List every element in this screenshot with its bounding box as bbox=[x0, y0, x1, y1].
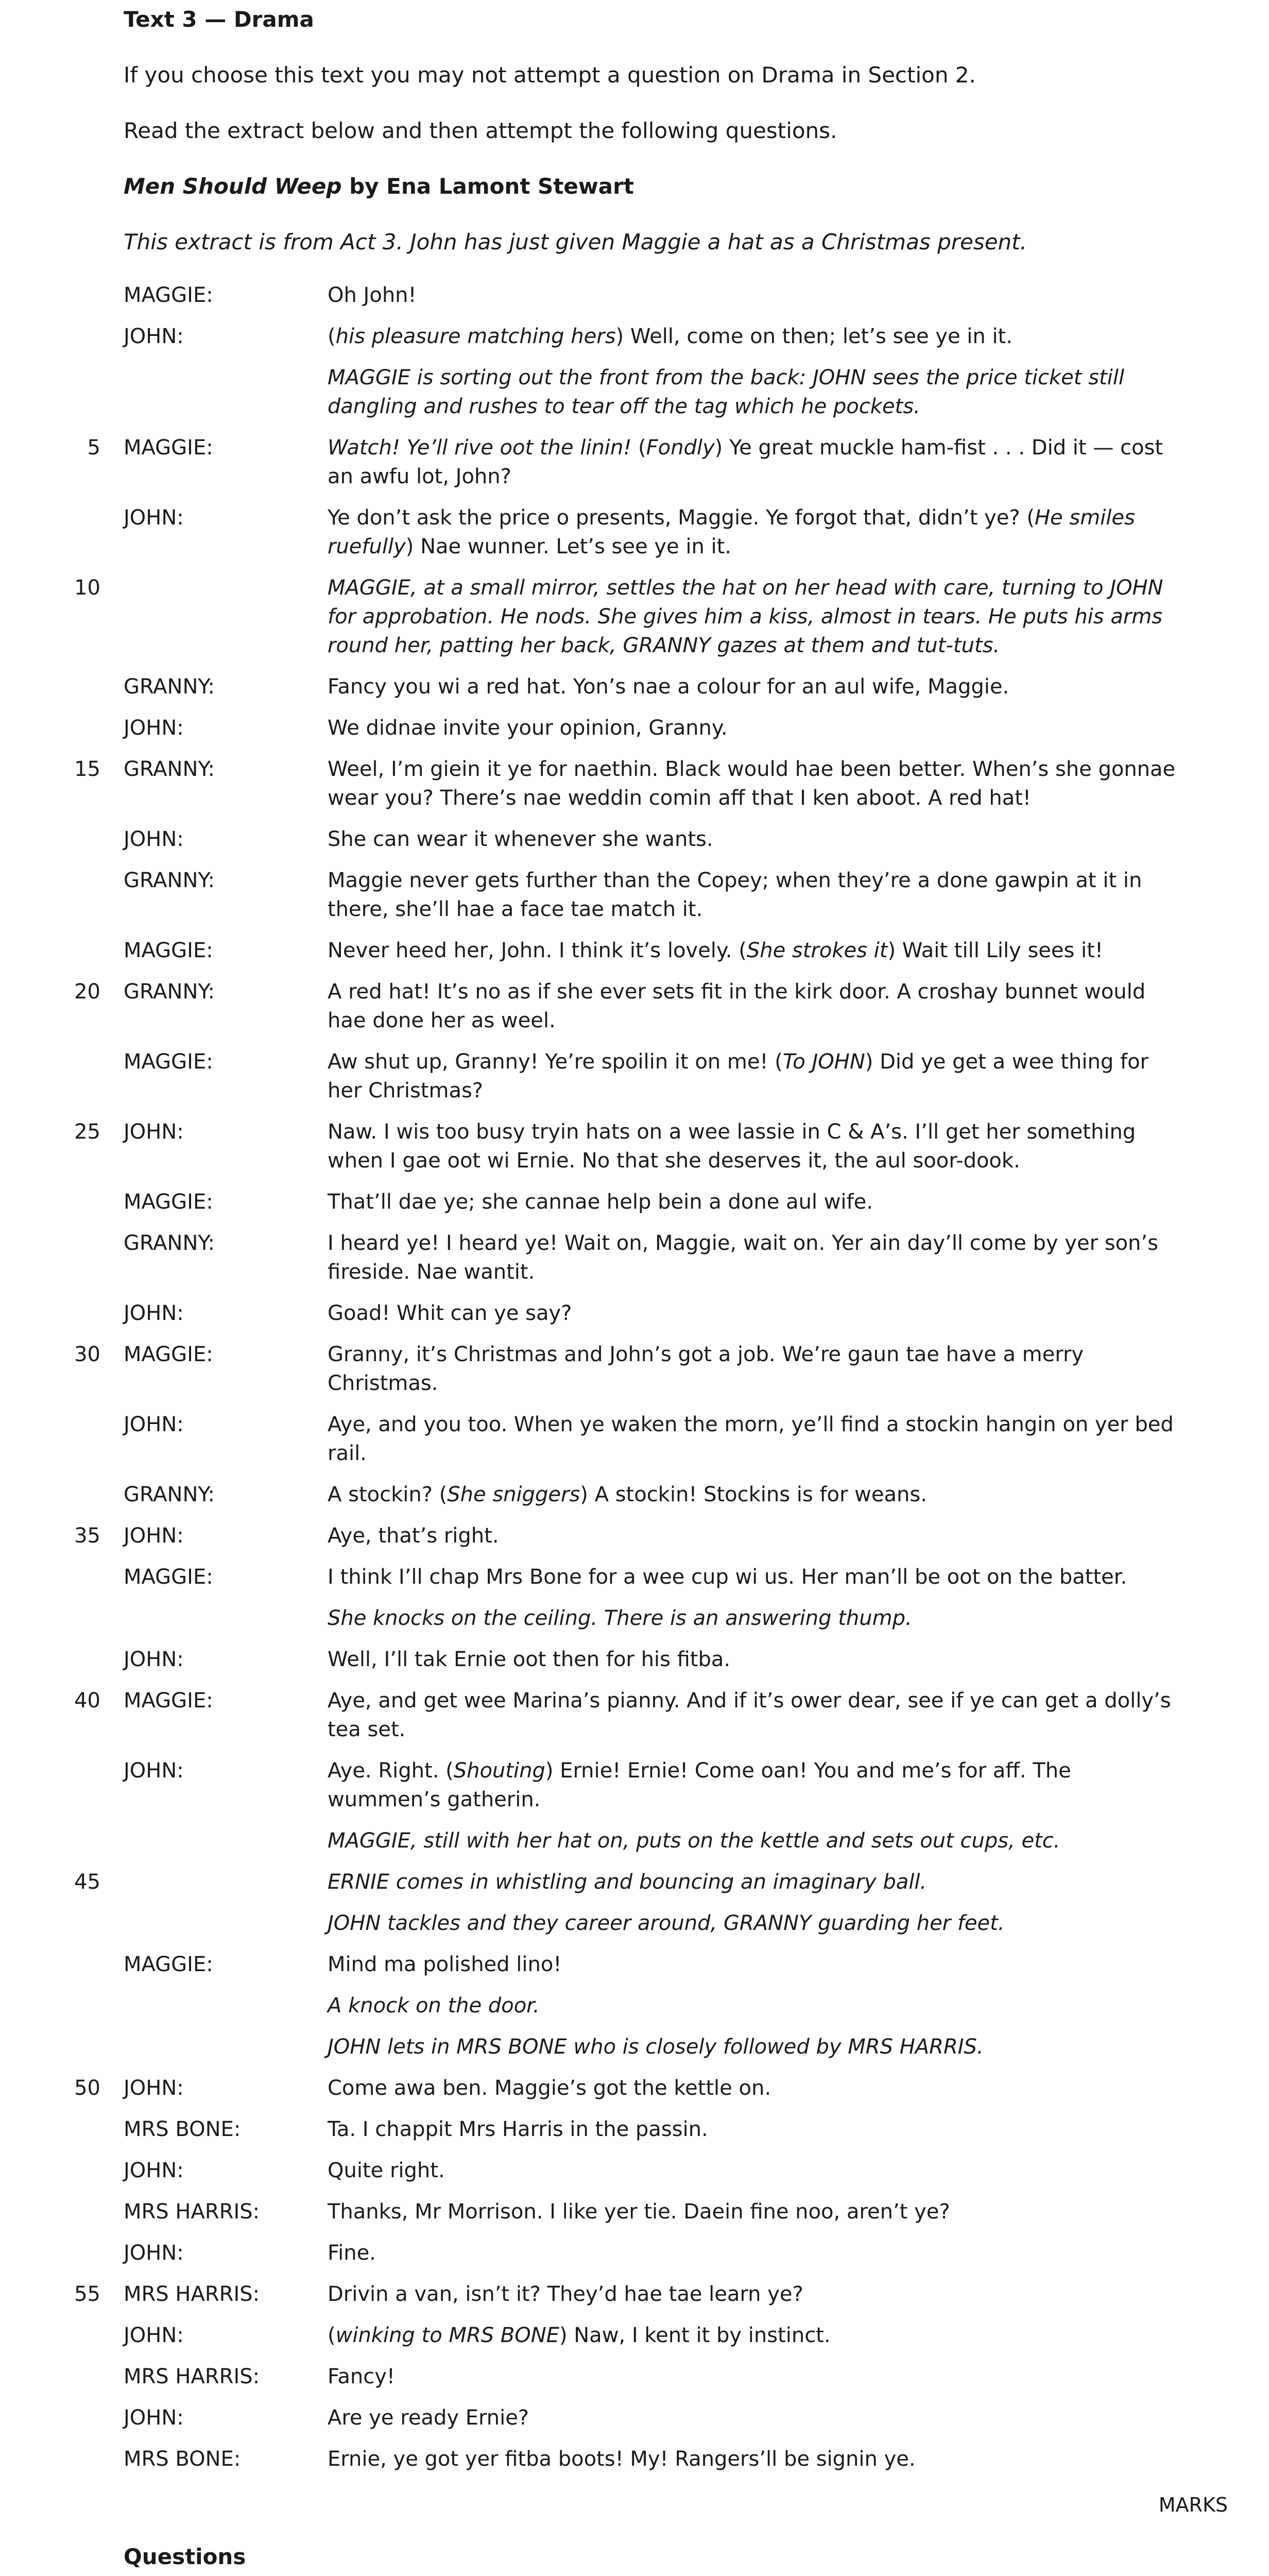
dialogue-line bbox=[0, 2280, 1269, 2309]
dialogue-text: Goad! Whit can ye say? bbox=[328, 1301, 572, 1325]
speaker-name: JOHN: bbox=[124, 2159, 184, 2182]
line-text bbox=[328, 433, 1177, 491]
line-text bbox=[328, 1686, 1177, 1744]
speaker-name: JOHN: bbox=[124, 2076, 184, 2100]
line-text bbox=[328, 1229, 1177, 1286]
speaker-name: JOHN: bbox=[124, 1413, 184, 1436]
dialogue-line bbox=[0, 2156, 1269, 2185]
dialogue-text: Mind ma polished lino! bbox=[328, 1953, 562, 1976]
dialogue-line bbox=[0, 281, 1269, 310]
speaker-name: MRS HARRIS: bbox=[124, 2282, 260, 2306]
line-text bbox=[328, 1991, 1177, 2020]
speaker-name: MAGGIE: bbox=[124, 1343, 213, 1366]
dialogue-line bbox=[0, 1188, 1269, 1216]
dialogue-line bbox=[0, 825, 1269, 854]
stage-direction-line bbox=[0, 1604, 1269, 1633]
line-text bbox=[328, 2115, 1177, 2144]
line-text bbox=[328, 2197, 1177, 2226]
dialogue-line bbox=[0, 2239, 1269, 2267]
speaker-name: JOHN: bbox=[124, 1120, 184, 1144]
dialogue-text: She can wear it whenever she wants. bbox=[328, 827, 713, 851]
dialogue-text: ) Ye great muckle ham-fist . . . Did it — cost an awfu lot, John? bbox=[328, 436, 1163, 488]
stage-direction-text: She strokes it bbox=[746, 939, 888, 962]
dialogue-text: Maggie never gets further than the Copey; when they’re a done gawpin at it in there, she’ll hae a face tae match it. bbox=[328, 869, 1142, 921]
stage-direction-line bbox=[0, 1868, 1269, 1896]
dialogue-line bbox=[0, 433, 1269, 491]
line-text bbox=[328, 281, 1177, 310]
dialogue-line bbox=[0, 755, 1269, 812]
dialogue-text: Come awa ben. Maggie’s got the kettle on. bbox=[328, 2076, 771, 2100]
speaker-name: MRS HARRIS: bbox=[124, 2365, 260, 2388]
dialogue-line bbox=[0, 503, 1269, 561]
dialogue-line bbox=[0, 1410, 1269, 1468]
dialogue-line bbox=[0, 936, 1269, 965]
dialogue-text: That’ll dae ye; she cannae help bein a done aul wife. bbox=[328, 1190, 873, 1214]
line-text bbox=[328, 2280, 1177, 2309]
line-number: 20 bbox=[74, 980, 100, 1004]
dialogue-line bbox=[0, 1047, 1269, 1105]
play-author: by Ena Lamont Stewart bbox=[341, 174, 634, 199]
dialogue-text: I heard ye! I heard ye! Wait on, Maggie, wait on. Yer ain day’ll come by yer son’s fireside. Nae wantit. bbox=[328, 1231, 1158, 1284]
speaker-name: JOHN: bbox=[124, 2406, 184, 2430]
instruction-text: Read the extract below and then attempt the following questions. bbox=[124, 118, 837, 143]
dialogue-text: Quite right. bbox=[328, 2159, 445, 2182]
line-text bbox=[328, 1340, 1177, 1398]
speaker-name: JOHN: bbox=[124, 1759, 184, 1783]
speaker-name: MAGGIE: bbox=[124, 283, 213, 307]
stage-direction-line bbox=[0, 363, 1269, 421]
line-text bbox=[328, 714, 1177, 742]
speaker-name: GRANNY: bbox=[124, 1483, 215, 1506]
dialogue-text: We didnae invite your opinion, Granny. bbox=[328, 716, 728, 740]
line-text bbox=[328, 1047, 1177, 1105]
speaker-name: JOHN: bbox=[124, 1648, 184, 1671]
dialogue-line bbox=[0, 1756, 1269, 1814]
speaker-name: MAGGIE: bbox=[124, 1689, 213, 1713]
line-text bbox=[328, 2239, 1177, 2267]
stage-direction-text: JOHN tackles and they career around, GRANNY guarding her feet. bbox=[328, 1911, 1005, 1935]
line-text bbox=[328, 1117, 1177, 1175]
speaker-name: JOHN: bbox=[124, 1524, 184, 1548]
dialogue-text: I think I’ll chap Mrs Bone for a wee cup wi us. Her man’ll be oot on the batter. bbox=[328, 1565, 1127, 1589]
dialogue-line bbox=[0, 977, 1269, 1035]
speaker-name: JOHN: bbox=[124, 506, 184, 530]
line-text bbox=[328, 1604, 1177, 1633]
dialogue-text: ) Wait till Lily sees it! bbox=[887, 939, 1103, 962]
line-text bbox=[328, 2403, 1177, 2432]
dialogue-line bbox=[0, 714, 1269, 742]
dialogue-text: ) Ernie! Ernie! Come oan! You and me’s for aff. The wummen’s gatherin. bbox=[328, 1759, 1071, 1811]
instruction-text: If you choose this text you may not attempt a question on Drama in Section 2. bbox=[124, 62, 976, 88]
line-text bbox=[328, 1521, 1177, 1550]
line-text bbox=[328, 1480, 1177, 1509]
line-number: 30 bbox=[74, 1343, 100, 1366]
dialogue-text: Aw shut up, Granny! Ye’re spoilin it on me! ( bbox=[328, 1050, 783, 1074]
stage-direction-text: To JOHN bbox=[782, 1050, 865, 1074]
dialogue-line bbox=[0, 1480, 1269, 1509]
stage-direction-text: A knock on the door. bbox=[328, 1994, 540, 2018]
dialogue-text: Fancy you wi a red hat. Yon’s nae a colour for an aul wife, Maggie. bbox=[328, 675, 1009, 699]
dialogue-text: Oh John! bbox=[328, 283, 417, 307]
speaker-name: MAGGIE: bbox=[124, 1565, 213, 1589]
dialogue-line bbox=[0, 322, 1269, 351]
play-title: Men Should Weep bbox=[124, 174, 342, 199]
line-number: 5 bbox=[87, 436, 100, 460]
line-number: 40 bbox=[74, 1689, 100, 1713]
line-number: 45 bbox=[74, 1870, 100, 1894]
dialogue-text: Fancy! bbox=[328, 2365, 395, 2388]
speaker-name: MAGGIE: bbox=[124, 1050, 213, 1074]
play-title-line bbox=[124, 172, 634, 201]
line-number: 50 bbox=[74, 2076, 100, 2100]
dialogue-line bbox=[0, 2362, 1269, 2391]
speaker-name: MAGGIE: bbox=[124, 1190, 213, 1214]
line-text bbox=[328, 322, 1177, 351]
stage-direction-line bbox=[0, 2032, 1269, 2061]
dialogue-line bbox=[0, 672, 1269, 701]
line-text bbox=[328, 936, 1177, 965]
dialogue-text: ) A stockin! Stockins is for weans. bbox=[580, 1483, 927, 1506]
speaker-name: MRS BONE: bbox=[124, 2447, 241, 2471]
stage-direction-text: winking to MRS BONE bbox=[335, 2324, 559, 2347]
line-text bbox=[328, 1868, 1177, 1896]
speaker-name: JOHN: bbox=[124, 1301, 184, 1325]
dialogue-line bbox=[0, 2197, 1269, 2226]
stage-direction-text: MAGGIE, at a small mirror, settles the hat on her head with care, turning to JOHN for approbation. He nods. She gives him a kiss, almost in tears. He puts his arms round her, patting her back, GRANNY gazes at them and tut-tuts. bbox=[328, 576, 1163, 657]
dialogue-line bbox=[0, 2074, 1269, 2103]
line-text bbox=[328, 2032, 1177, 2061]
stage-direction-text: She knocks on the ceiling. There is an answering thump. bbox=[328, 1606, 912, 1630]
line-number: 25 bbox=[74, 1120, 100, 1144]
dialogue-line bbox=[0, 2445, 1269, 2473]
questions-heading: Questions bbox=[124, 2544, 246, 2569]
speaker-name: GRANNY: bbox=[124, 980, 215, 1004]
dialogue-line bbox=[0, 1950, 1269, 1979]
line-text bbox=[328, 672, 1177, 701]
dialogue-text: Weel, I’m giein it ye for naethin. Black would hae been better. When’s she gonnae wear you? There’s nae weddin comin aff that I ken aboot. A red hat! bbox=[328, 757, 1176, 810]
dialogue-text: ) Well, come on then; let’s see ye in it. bbox=[615, 325, 1013, 348]
speaker-name: MAGGIE: bbox=[124, 1953, 213, 1976]
stage-direction-line bbox=[0, 1909, 1269, 1938]
line-text bbox=[328, 1410, 1177, 1468]
dialogue-text: Ta. I chappit Mrs Harris in the passin. bbox=[328, 2117, 708, 2141]
stage-direction-text: Shouting bbox=[453, 1759, 545, 1783]
stage-direction-text: his pleasure matching hers bbox=[335, 325, 616, 348]
line-number: 10 bbox=[74, 576, 100, 600]
marks-label: MARKS bbox=[1158, 2494, 1228, 2516]
line-text bbox=[328, 2156, 1177, 2185]
dialogue-text: A stockin? ( bbox=[328, 1483, 448, 1506]
dialogue-text: Naw. I wis too busy tryin hats on a wee lassie in C & A’s. I’ll get her something when I gae oot wi Ernie. No that she deserves it, the aul soor-dook. bbox=[328, 1120, 1136, 1173]
stage-direction-text: She sniggers bbox=[447, 1483, 580, 1506]
speaker-name: MRS BONE: bbox=[124, 2117, 241, 2141]
dialogue-line bbox=[0, 866, 1269, 924]
speaker-name: JOHN: bbox=[124, 325, 184, 348]
line-text bbox=[328, 2445, 1177, 2473]
section-title: Text 3 — Drama bbox=[124, 7, 314, 32]
dialogue-line bbox=[0, 1340, 1269, 1398]
dialogue-line bbox=[0, 2403, 1269, 2432]
dialogue-text: Drivin a van, isn’t it? They’d hae tae learn ye? bbox=[328, 2282, 803, 2306]
line-number: 35 bbox=[74, 1524, 100, 1548]
stage-direction-text: JOHN lets in MRS BONE who is closely followed by MRS HARRIS. bbox=[328, 2035, 984, 2059]
stage-direction-text: Watch! Ye’ll rive oot the linin! bbox=[328, 436, 632, 460]
dialogue-text: Aye, that’s right. bbox=[328, 1524, 499, 1548]
line-text bbox=[328, 2074, 1177, 2103]
speaker-name: JOHN: bbox=[124, 827, 184, 851]
speaker-name: JOHN: bbox=[124, 2324, 184, 2347]
dialogue-text: ) Nae wunner. Let’s see ye in it. bbox=[405, 535, 732, 558]
stage-direction-line bbox=[0, 573, 1269, 660]
line-text bbox=[328, 2362, 1177, 2391]
stage-direction-text: MAGGIE, still with her hat on, puts on the kettle and sets out cups, etc. bbox=[328, 1829, 1060, 1853]
dialogue-text: Are ye ready Ernie? bbox=[328, 2406, 529, 2430]
dialogue-line bbox=[0, 1299, 1269, 1328]
line-text bbox=[328, 1909, 1177, 1938]
line-text bbox=[328, 1826, 1177, 1855]
line-text bbox=[328, 1756, 1177, 1814]
script-extract bbox=[0, 281, 1269, 2486]
speaker-name: GRANNY: bbox=[124, 1231, 215, 1255]
line-text bbox=[328, 1950, 1177, 1979]
stage-direction-text: Fondly bbox=[646, 436, 715, 460]
dialogue-line bbox=[0, 1521, 1269, 1550]
line-number: 15 bbox=[74, 757, 100, 781]
dialogue-text: Aye. Right. ( bbox=[328, 1759, 454, 1783]
line-text bbox=[328, 503, 1177, 561]
line-text bbox=[328, 363, 1177, 421]
dialogue-text: Ernie, ye got yer fitba boots! My! Rangers’ll be signin ye. bbox=[328, 2447, 916, 2471]
dialogue-text: Aye, and get wee Marina’s pianny. And if it’s ower dear, see if ye can get a dolly’s tea set. bbox=[328, 1689, 1171, 1741]
line-text bbox=[328, 2321, 1177, 2350]
dialogue-text: Aye, and you too. When ye waken the morn, ye’ll find a stockin hangin on yer bed rail. bbox=[328, 1413, 1174, 1465]
dialogue-text: Thanks, Mr Morrison. I like yer tie. Daein fine noo, aren’t ye? bbox=[328, 2200, 950, 2224]
line-text bbox=[328, 866, 1177, 924]
dialogue-text: A red hat! It’s no as if she ever sets fit in the kirk door. A croshay bunnet would hae done her as weel. bbox=[328, 980, 1146, 1032]
stage-direction-text: ERNIE comes in whistling and bouncing an imaginary ball. bbox=[328, 1870, 927, 1894]
dialogue-line bbox=[0, 1229, 1269, 1286]
speaker-name: JOHN: bbox=[124, 2241, 184, 2265]
dialogue-text: ) Naw, I kent it by instinct. bbox=[559, 2324, 831, 2347]
speaker-name: GRANNY: bbox=[124, 869, 215, 892]
dialogue-line bbox=[0, 1686, 1269, 1744]
speaker-name: JOHN: bbox=[124, 716, 184, 740]
line-text bbox=[328, 755, 1177, 812]
speaker-name: MAGGIE: bbox=[124, 436, 213, 460]
dialogue-line bbox=[0, 1563, 1269, 1591]
dialogue-text: Fine. bbox=[328, 2241, 376, 2265]
line-number: 55 bbox=[74, 2282, 100, 2306]
dialogue-text: ) Did ye get a wee thing for her Christmas? bbox=[328, 1050, 1148, 1103]
dialogue-text: ( bbox=[328, 2324, 336, 2347]
dialogue-line bbox=[0, 2115, 1269, 2144]
dialogue-text: Ye don’t ask the price o presents, Maggie. Ye forgot that, didn’t ye? ( bbox=[328, 506, 1035, 530]
dialogue-line bbox=[0, 1117, 1269, 1175]
dialogue-line bbox=[0, 1645, 1269, 1674]
dialogue-text: ( bbox=[631, 436, 646, 460]
stage-direction-text: MAGGIE is sorting out the front from the back: JOHN sees the price ticket still dangling and rushes to tear off the tag which he pockets. bbox=[328, 366, 1125, 418]
speaker-name: MRS HARRIS: bbox=[124, 2200, 260, 2224]
line-text bbox=[328, 573, 1177, 660]
line-text bbox=[328, 1299, 1177, 1328]
dialogue-text: Well, I’ll tak Ernie oot then for his fitba. bbox=[328, 1648, 731, 1671]
dialogue-line bbox=[0, 2321, 1269, 2350]
speaker-name: MAGGIE: bbox=[124, 939, 213, 962]
dialogue-text: Granny, it’s Christmas and John’s got a job. We’re gaun tae have a merry Christmas. bbox=[328, 1343, 1084, 1395]
line-text bbox=[328, 1563, 1177, 1591]
line-text bbox=[328, 1645, 1177, 1674]
stage-direction-text: He smiles ruefully bbox=[328, 506, 1135, 558]
line-text bbox=[328, 825, 1177, 854]
stage-direction-line bbox=[0, 1991, 1269, 2020]
extract-context: This extract is from Act 3. John has just given Maggie a hat as a Christmas present. bbox=[124, 229, 1027, 255]
dialogue-text: Never heed her, John. I think it’s lovely. ( bbox=[328, 939, 747, 962]
line-text bbox=[328, 1188, 1177, 1216]
line-text bbox=[328, 977, 1177, 1035]
speaker-name: GRANNY: bbox=[124, 757, 215, 781]
speaker-name: GRANNY: bbox=[124, 675, 215, 699]
dialogue-text: ( bbox=[328, 325, 336, 348]
stage-direction-line bbox=[0, 1826, 1269, 1855]
